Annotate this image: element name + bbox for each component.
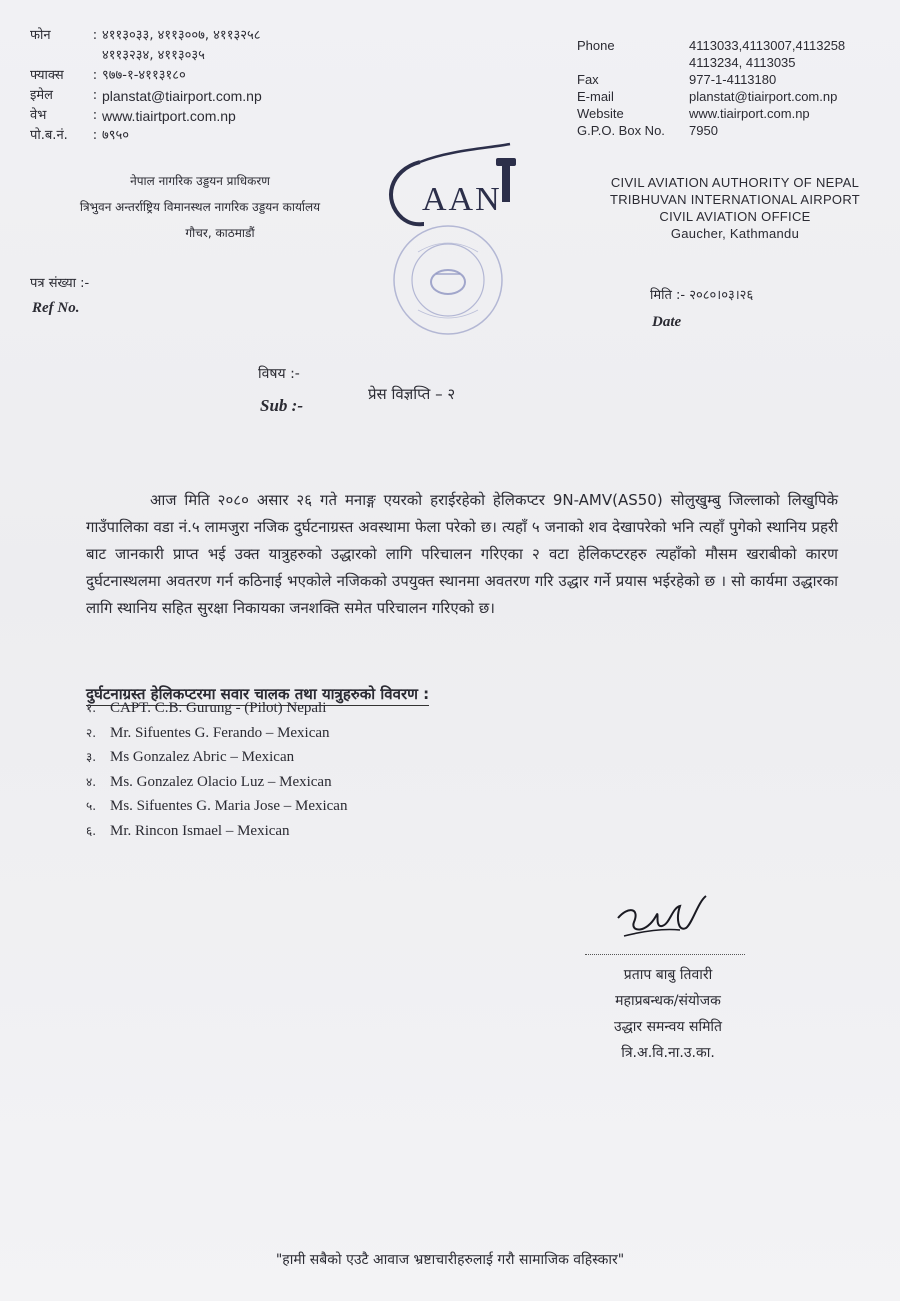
web-label-en: Website [577, 106, 624, 121]
web-value-en: www.tiairport.com.np [689, 106, 810, 121]
org-name-np: नेपाल नागरिक उड्डयन प्राधिकरण [130, 174, 270, 188]
pobox-value: ७९५० [102, 128, 130, 143]
phone-value-2: ४११३२३४, ४११३०३५ [102, 48, 205, 63]
contact-row-pobox-en [577, 122, 897, 139]
org-name-en: CIVIL AVIATION AUTHORITY OF NEPAL [610, 175, 860, 190]
date-block [650, 286, 753, 306]
office-name-en: CIVIL AVIATION OFFICE [659, 209, 811, 224]
contact-row-fax: फ्याक्स : ९७७-१-४११३१८० [30, 66, 370, 86]
fax-value: ९७७-१-४११३१८० [102, 68, 186, 83]
left-org-block [30, 168, 370, 246]
contact-row-phone-en-2 [577, 54, 897, 71]
subject-label-np: विषय :- [258, 366, 300, 382]
phone-label-en: Phone [577, 38, 615, 53]
left-contact-block [30, 26, 370, 146]
contact-row-phone: फोन : ४११३०३३, ४११३००७, ४११३२५८ [30, 26, 370, 46]
contact-row-pobox: पो.ब.नं. : ७९५० [30, 126, 370, 146]
pobox-label: पो.ब.नं. [30, 128, 68, 143]
pobox-value-en: 7950 [689, 123, 718, 138]
fax-label: फ्याक्स [30, 68, 64, 83]
phone-value-en-2: 4113234, 4113035 [689, 55, 796, 70]
phone-label-2 [30, 46, 88, 66]
airport-name-en: TRIBHUVAN INTERNATIONAL AIRPORT [609, 192, 861, 207]
passenger-list [86, 696, 347, 843]
location-np: गौचर, काठमाडौं [185, 226, 255, 240]
signature-line [585, 954, 745, 955]
passenger-list-title: दुर्घटनाग्रस्त हेलिकप्टरमा सवार चालक तथा यात्रुहरुको विवरण : [86, 683, 429, 706]
pobox-label-en: G.P.O. Box No. [577, 123, 665, 138]
fax-label-en: Fax [577, 72, 599, 87]
email-label: इमेल [30, 88, 53, 103]
list-item: ३. Ms Gonzalez Abric – Mexican [86, 749, 295, 765]
ref-label-en: Ref No. [32, 300, 80, 316]
list-item: १. CAPT. C.B. Gurung - (Pilot) Nepali [86, 700, 327, 716]
office-name-np: त्रिभुवन अन्तर्राष्ट्रिय विमानस्थल नागरिक उड्डयन कार्यालय [79, 200, 321, 214]
email-label-en: E-mail [577, 89, 614, 104]
list-item: ५. Ms. Sifuentes G. Maria Jose – Mexican [86, 798, 348, 814]
contact-row-phone-2 [30, 46, 370, 66]
logo-text: AAN [422, 181, 502, 218]
date-label-np: मिति :- [650, 288, 686, 303]
subject-label-en: Sub :- [260, 396, 303, 415]
signatory-title: महाप्रबन्धक/संयोजक [615, 993, 721, 1009]
right-contact-block [577, 37, 897, 139]
fax-value-en: 977-1-4113180 [689, 72, 777, 87]
contact-row-web: वेभ : www.tiairtport.com.np [30, 108, 236, 124]
signatory-block [578, 962, 758, 1066]
signatory-office: त्रि.अ.वि.ना.उ.का. [621, 1045, 715, 1061]
location-en: Gaucher, Kathmandu [670, 226, 800, 241]
press-release-body: आज मिति २०८० असार २६ गते मनाङ्ग एयरको हराईरहेको हेलिकप्टर 9N-AMV(AS50) सोलुखुम्बु जिल्लाको लिखुपिके गाउँपालिका वडा नं.५ लामजुरा नजिक दुर्घटनाग्रस्त अवस्थामा फेला परेको छ। त्यहाँ ५ जनाको शव देखापरेको भनि त्यहाँ पुगेको स्थानिय प्रहरी बाट जानकारी प्राप्त भई उक्त यात्रुहरुको उद्धारको लागि परिचालन गरिएका २ वटा हेलिकप्टरहरु त्यहाँको मौसम खराबीको कारण दुर्घटनास्थलमा अवतरण गर्न कठिनाई भएकोले नजिकको उपयुक्त स्थानमा अवतरण गरि उद्धार गर्ने प्रयास भईरहेको छ । सो कार्यमा उद्धारका लागि स्थानिय सहित सुरक्षा निकायका जनशक्ति समेत परिचालन गरिएको छ। [86, 491, 838, 617]
email-value: planstat@tiairport.com.np [102, 88, 262, 104]
list-item: ६. Mr. Rincon Ismael – Mexican [86, 822, 290, 839]
phone-value-en: 4113033,4113007,4113258 [689, 38, 846, 53]
list-item: २. Mr. Sifuentes G. Ferando – Mexican [86, 724, 330, 741]
date-value: २०८०।०३।२६ [689, 288, 754, 303]
official-seal-icon [388, 222, 508, 338]
signatory-committee: उद्धार समन्वय समिति [613, 1019, 723, 1035]
web-label: वेभ [30, 108, 47, 123]
right-org-block [580, 174, 890, 242]
contact-row-fax-en [577, 71, 897, 88]
web-value: www.tiairtport.com.np [102, 108, 236, 124]
date-label-en: Date [652, 314, 682, 330]
phone-value: ४११३०३३, ४११३००७, ४११३२५८ [102, 28, 261, 43]
phone-label-en-2 [577, 54, 689, 71]
email-value-en: planstat@tiairport.com.np [689, 89, 838, 104]
contact-row-email: इमेल : planstat@tiairport.com.np [30, 88, 262, 104]
ref-label-np: पत्र संख्या :- [30, 276, 90, 291]
subject-value: प्रेस विज्ञप्ति – २ [368, 385, 456, 403]
contact-row-web-en [577, 105, 897, 122]
contact-row-email-en [577, 88, 897, 105]
phone-label: फोन [30, 28, 51, 43]
list-item: ४. Ms. Gonzalez Olacio Luz – Mexican [86, 773, 332, 790]
handwritten-signature [610, 888, 720, 948]
footer-slogan: "हामी सबैको एउटै आवाज भ्रष्टाचारीहरुलाई गरौ सामाजिक वहिस्कार" [275, 1252, 625, 1268]
contact-row-phone-en [577, 37, 897, 54]
signatory-name: प्रताप बाबु तिवारी [623, 967, 713, 983]
